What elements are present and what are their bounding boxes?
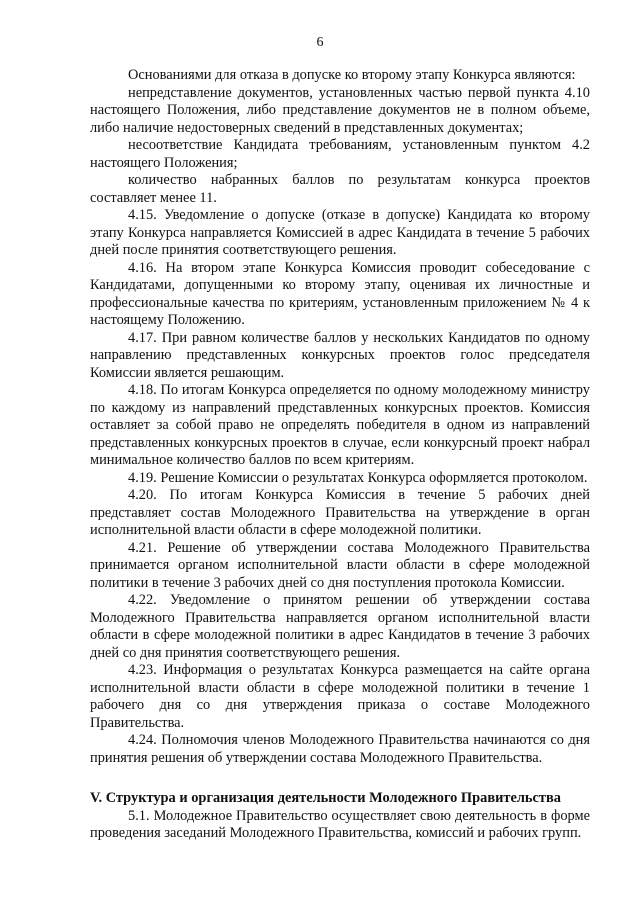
paragraph-4-23: 4.23. Информация о результатах Конкурса размещается на сайте органа исполнительной власти области в сфере молодежной политики в течение 1 рабочего дня со дня утверждения приказа о составе Молодежного Правительства. — [90, 662, 590, 731]
paragraph-4-17: 4.17. При равном количестве баллов у нескольких Кандидатов по одному направлению представленных конкурсных проектов голос председателя Комиссии является решающим. — [90, 329, 590, 381]
paragraph-ground-documents: непредставление документов, установленных частью первой пункта 4.10 настоящего Положения, либо представление документов не в полном объеме, либо наличие недостоверных сведений в представленных документах; — [90, 84, 590, 136]
section-heading: V. Структура и организация деятельности Молодежного Правительства — [90, 790, 561, 806]
paragraph-4-21: 4.21. Решение об утверждении состава Молодежного Правительства принимается органом исполнительной власти области в сфере молодежной политики в течение 3 рабочих дней со дня поступления протокола Комиссии. — [90, 539, 590, 591]
paragraph-ground-requirements: несоответствие Кандидата требованиям, установленным пунктом 4.2 настоящего Положения; — [90, 137, 590, 171]
paragraph-4-16: 4.16. На втором этапе Конкурса Комиссия проводит собеседование с Кандидатами, допущенными ко второму этапу, оценивая их личностные и профессиональные качества по критериям, установленным приложением № 4 к настоящему Положению. — [90, 259, 590, 328]
page-number: 6 — [316, 35, 324, 50]
paragraph-4-22: 4.22. Уведомление о принятом решении об утверждении состава Молодежного Правительства направляется органом исполнительной власти области в сфере молодежной политики в адрес Кандидатов в течение 3 рабочих дней со дня принятия соответствующего решения. — [90, 592, 590, 661]
paragraph-4-20: 4.20. По итогам Конкурса Комиссия в течение 5 рабочих дней представляет состав Молодежного Правительства на утверждение в орган исполнительной власти области в сфере молодежной политики. — [90, 487, 590, 538]
paragraph-4-18: 4.18. По итогам Конкурса определяется по одному молодежному министру по каждому из направлений представленных конкурсных проектов. Комиссия оставляет за собой право не определять победителя в одном из направлений представленных конкурсных проектов в случае, если конкурсный проект набрал минимальное количество баллов по всем критериям. — [90, 382, 590, 468]
paragraph-refusal-grounds: Основаниями для отказа в допуске ко второму этапу Конкурса являются: — [128, 67, 576, 83]
document-body — [90, 67, 590, 843]
paragraph-4-24: 4.24. Полномочия членов Молодежного Правительства начинаются со дня принятия решения об утверждении состава Молодежного Правительства. — [90, 732, 590, 766]
paragraph-4-19: 4.19. Решение Комиссии о результатах Конкурса оформляется протоколом. — [128, 469, 588, 486]
paragraph-ground-score: количество набранных баллов по результатам конкурса проектов составляет менее 11. — [90, 172, 590, 206]
paragraph-5-1: 5.1. Молодежное Правительство осуществляет свою деятельность в форме проведения заседаний Молодежного Правительства, комиссий и рабочих групп. — [90, 807, 590, 841]
paragraph-4-15: 4.15. Уведомление о допуске (отказе в допуске) Кандидата ко второму этапу Конкурса направляется Комиссией в адрес Кандидата в течение 5 рабочих дней после принятия соответствующего решения. — [90, 207, 590, 258]
